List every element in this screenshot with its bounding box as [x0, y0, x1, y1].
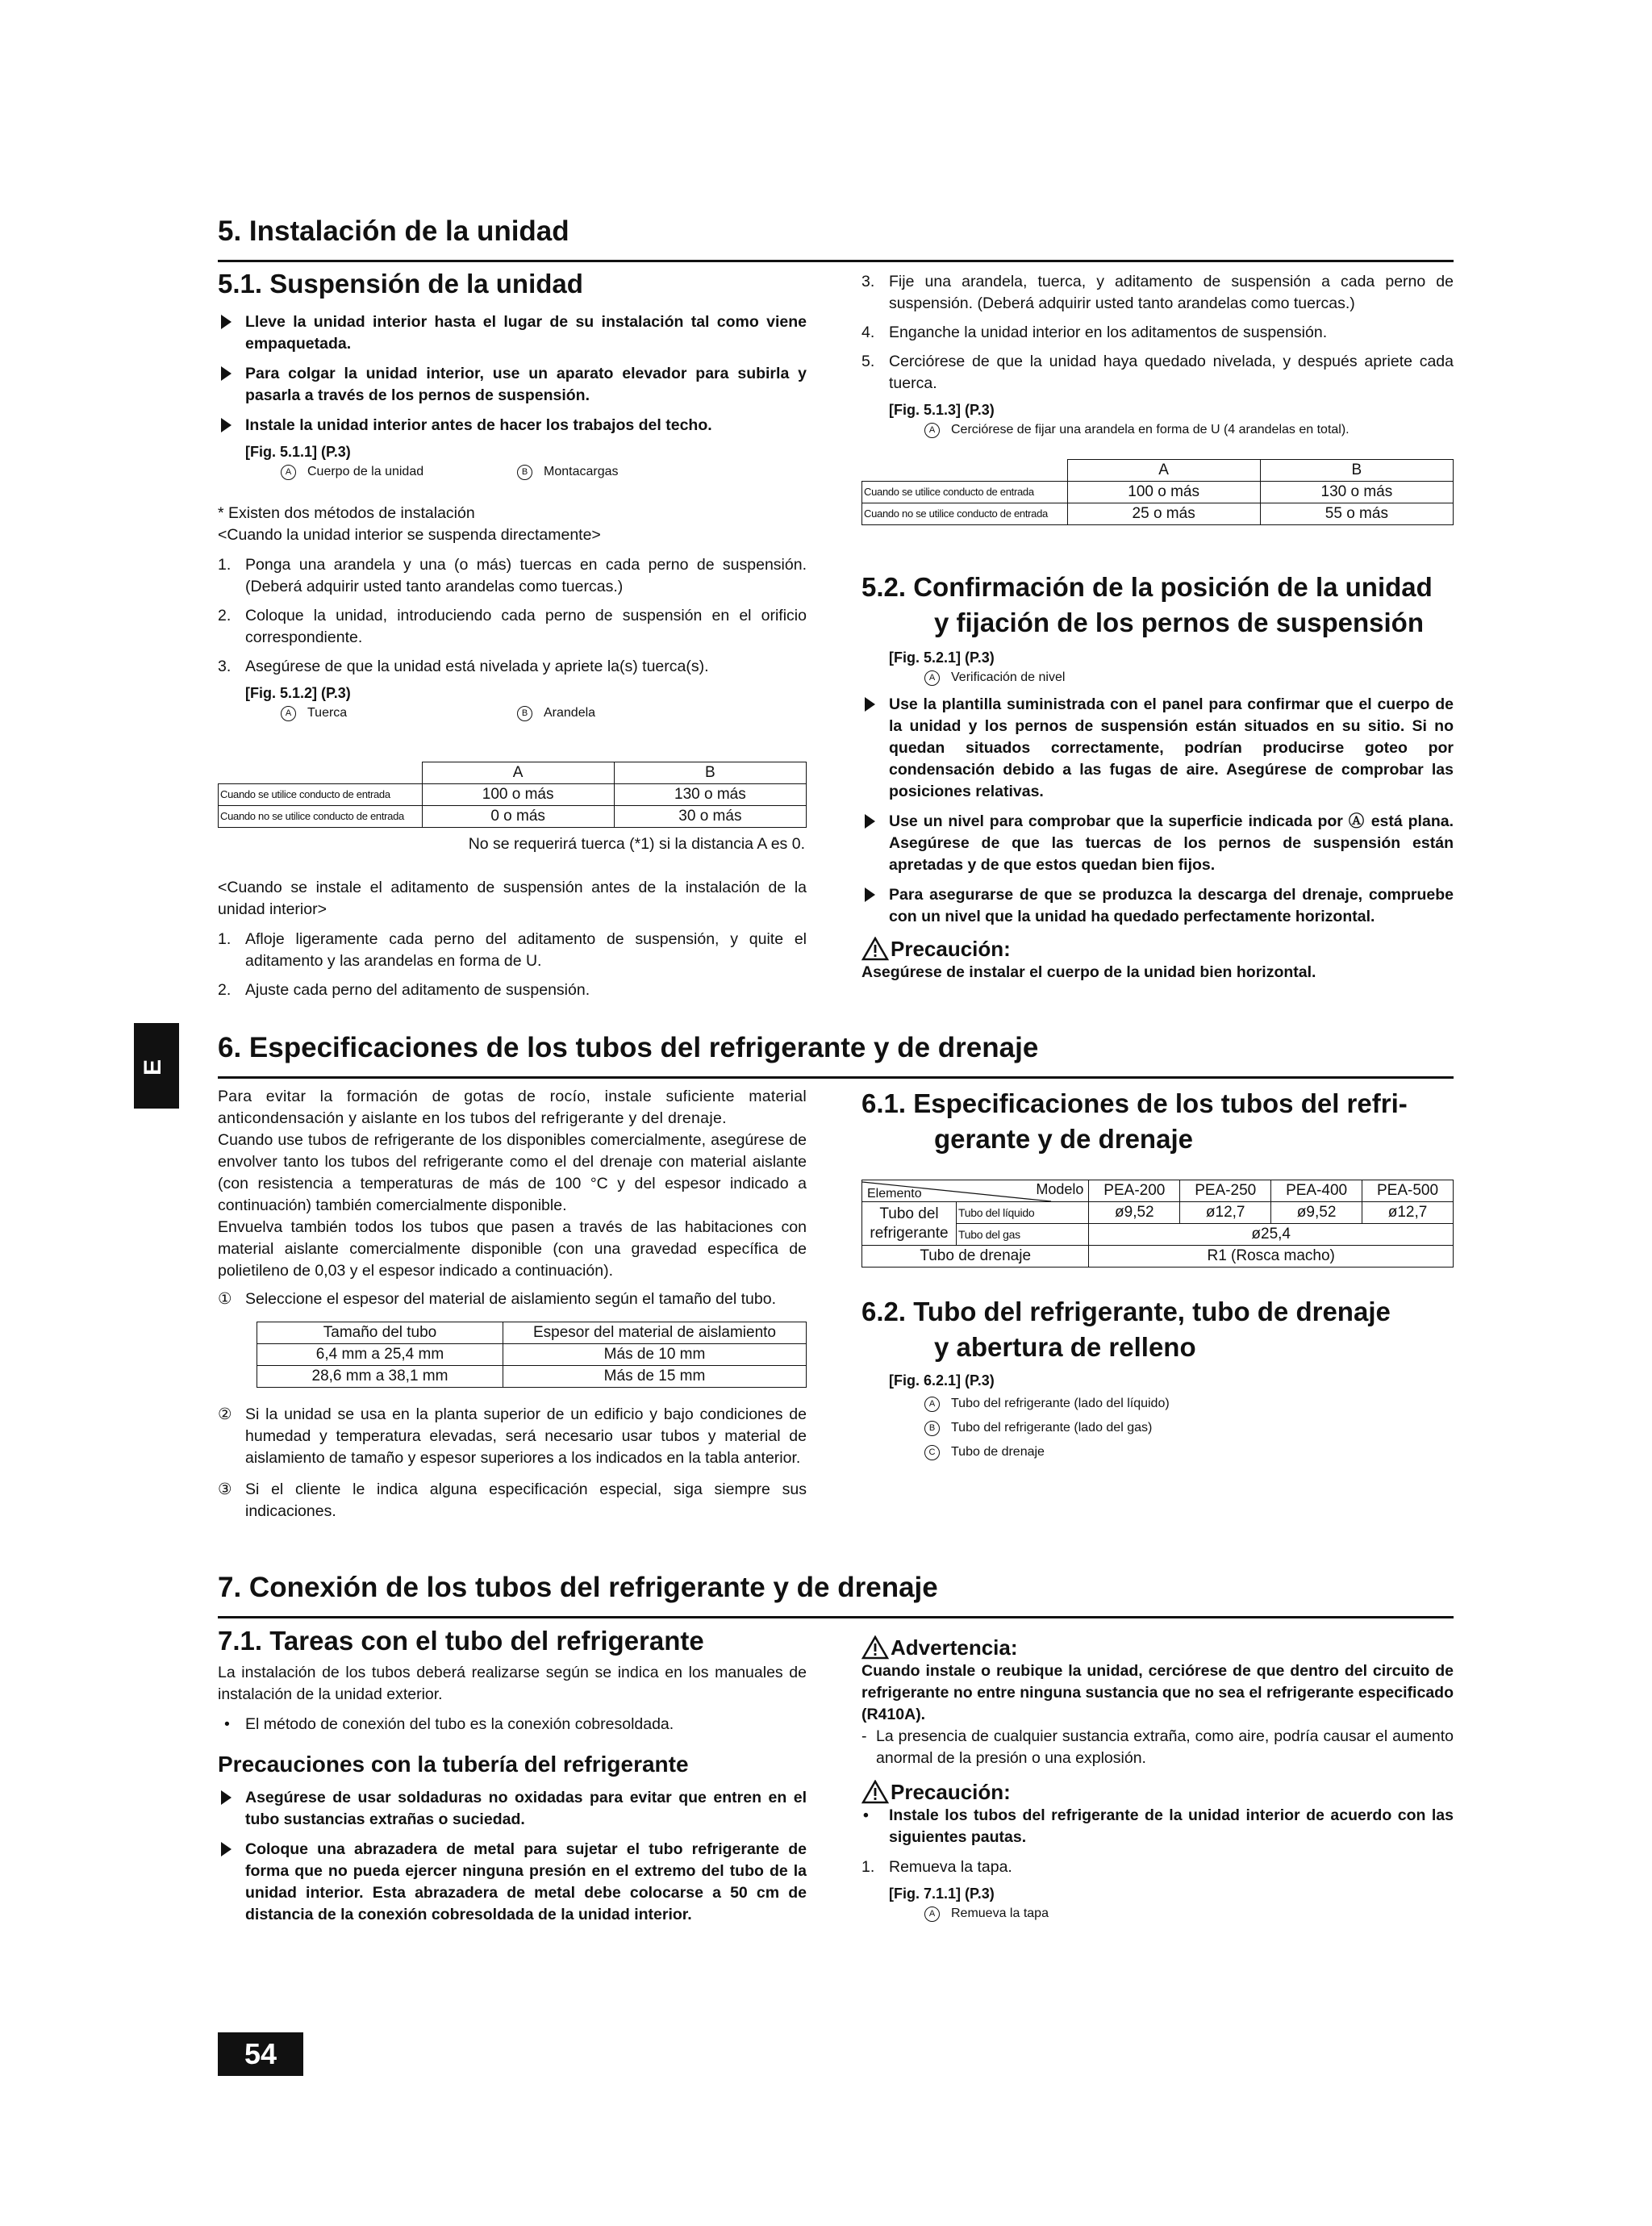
intro-paragraph: Para evitar la formación de gotas de rocío, instale suficiente material anticondensación y aislante en los tubos del refrigerante y del drenaje.	[218, 1088, 807, 1127]
caution-header: Precaución:	[861, 936, 1454, 962]
section-7-title: 7. Conexión de los tubos del refrigerante y de drenaje	[218, 1572, 938, 1603]
warning-triangle-icon	[861, 1635, 889, 1660]
dash-item: - La presencia de cualquier sustancia extraña, como aire, podría causar el aumento anormal de la presión o una explosión.	[861, 1727, 1454, 1767]
fig-legend: A Tuerca B Arandela	[218, 704, 807, 723]
section-5-left-column	[218, 266, 807, 723]
table-row: Cuando no se utilice conducto de entrada 0 o más 30 o más	[219, 806, 807, 828]
bullet-arrow-icon	[865, 697, 875, 712]
diag-header-cell: Modelo Elemento	[862, 1180, 1089, 1202]
section-6-rule	[218, 1076, 1454, 1079]
section-7-right-column	[861, 1635, 1454, 1923]
warning-text: Cuando instale o reubique la unidad, cerciórese de que dentro del circuito de refrigerante no entre ninguna sustancia que no sea el refrigerante especificado (R410A).	[861, 1662, 1454, 1723]
step-item: ② Si la unidad se usa en la planta superior de un edificio y bajo condiciones de humedad y temperatura elevadas, será necesario usar tubos y material de aislamiento de tamaño y espesor superiores a los indicados en la tabla anterior.	[218, 1405, 807, 1467]
bullet-arrow-icon	[221, 418, 232, 432]
table-5-1-3: A B Cuando se utilice conducto de entrada 100 o más 130 o más Cuando no se utilice conducto de entrada 25 o más 55 o más	[861, 459, 1454, 525]
section-6-2	[861, 1294, 1454, 1462]
bullet-arrow-icon	[221, 315, 232, 329]
caution-text: Asegúrese de instalar el cuerpo de la unidad bien horizontal.	[861, 963, 1316, 981]
fig-legend: A Cuerpo de la unidad B Montacargas	[218, 462, 807, 482]
step-item: ③ Si el cliente le indica alguna especificación especial, siga siempre sus indicaciones.	[218, 1481, 807, 1520]
circle-b-icon: B	[517, 465, 532, 480]
section-7-1-title: 7.1. Tareas con el tubo del refrigerante	[218, 1626, 704, 1656]
section-6-left-column	[218, 1086, 807, 1310]
warning-header: Advertencia:	[861, 1635, 1454, 1660]
circle-b-icon: B	[517, 706, 532, 721]
bullet-item: Use la plantilla suministrada con el panel para confirmar que el cuerpo de la unidad y los pernos de suspensión están situados en su sitio. Si no quedan situados correctamente, podrían producirse goteo por condensación debido a las fugas de aire. Asegúrese de comprobar las posiciones relativas.	[861, 694, 1454, 803]
table-row: Tubo del refrigerante Tubo del líquido ø9,52 ø12,7 ø9,52 ø12,7	[862, 1202, 1454, 1224]
bullet-arrow-icon	[221, 1790, 232, 1805]
section-5-2-title: 5.2. Confirmación de la posición de la unidad	[861, 572, 1433, 602]
step-item: 3. Fije una arandela, tuerca, y aditamento de suspensión a cada perno de suspensión. (Deberá adquirir usted tanto arandelas como tuercas.)	[861, 273, 1454, 312]
spec-table: Modelo Elemento PEA-200 PEA-250 PEA-400 PEA-500 Tubo del refrigerante Tubo del líquido ø9,52 ø12,7 ø9,52 ø12,7 Tubo del gas ø25,4 Tubo de drenaje R1 (Rosca macho)	[861, 1180, 1454, 1268]
intro-paragraph: Envuelva también todos los tubos que pasen a través de las habitaciones con material aislante comercialmente disponible (con una gravedad específica de polietileno de 0,03 y el espesor indicado a continuación).	[218, 1218, 807, 1280]
fig-legend: C Tubo de drenaje	[861, 1443, 1454, 1462]
step-item: 1. Afloje ligeramente cada perno del aditamento de suspensión, y quite el aditamento y las arandelas en forma de U.	[218, 930, 807, 970]
step-item: 5. Cerciórese de que la unidad haya quedado nivelada, y después apriete cada tuerca.	[861, 353, 1454, 392]
step-item: 1. Remueva la tapa.	[861, 1858, 1012, 1876]
step-item: ① Seleccione el espesor del material de aislamiento según el tamaño del tubo.	[218, 1290, 776, 1308]
bullet-arrow-icon	[865, 887, 875, 902]
fig-5-1-1-ref: [Fig. 5.1.1] (P.3)	[245, 444, 351, 460]
table-note: No se requerirá tuerca (*1) si la distancia A es 0.	[468, 835, 805, 853]
warning-triangle-icon	[861, 1780, 889, 1804]
section-6-steps	[218, 1404, 807, 1522]
fig-5-1-2-ref: [Fig. 5.1.2] (P.3)	[245, 685, 351, 701]
bullet-item: Asegúrese de usar soldaduras no oxidadas para evitar que entren en el tubo sustancias extrañas o suciedad.	[218, 1787, 807, 1831]
fig-7-1-1-ref: [Fig. 7.1.1] (P.3)	[889, 1886, 995, 1902]
dot-item: • El método de conexión del tubo es la conexión cobresoldada.	[224, 1715, 674, 1733]
fig-5-2-1-ref: [Fig. 5.2.1] (P.3)	[889, 649, 995, 666]
step-item: 2. Coloque la unidad, introduciendo cada perno de suspensión en el orificio correspondiente.	[218, 607, 807, 646]
section-7-rule	[218, 1616, 1454, 1618]
section-6-title: 6. Especificaciones de los tubos del refrigerante y de drenaje	[218, 1032, 1039, 1063]
circle-c-icon: C	[924, 1445, 940, 1460]
circle-a-icon: A	[924, 670, 940, 686]
circle-a-icon: A	[281, 465, 296, 480]
step-item: 3. Asegúrese de que la unidad está nivelada y apriete la(s) tuerca(s).	[218, 658, 709, 675]
section-5-2	[861, 570, 1454, 984]
circle-a-icon: A	[281, 706, 296, 721]
bullet-item: Para asegurarse de que se produzca la descarga del drenaje, compruebe con un nivel que la unidad ha quedado perfectamente horizontal.	[861, 884, 1454, 928]
section-5-title: 5. Instalación de la unidad	[218, 215, 569, 247]
intro-paragraph: Cuando use tubos de refrigerante de los disponibles comercialmente, asegúrese de envolver tanto los tubos del refrigerante como el del drenaje con material aislante (con resistencia a temperaturas de más de 100 °C y del espesor indicado a continuación) también comercialmente disponible.	[218, 1131, 807, 1214]
intro-paragraph: La instalación de los tubos deberá realizarse según se indica en los manuales de instalación de la unidad exterior.	[218, 1664, 807, 1703]
table-row: Tubo de drenaje R1 (Rosca macho)	[862, 1246, 1454, 1268]
page-number: 54	[218, 2032, 303, 2076]
step-item: 2. Ajuste cada perno del aditamento de suspensión.	[218, 981, 590, 999]
section-5-2-title-line2: y fijación de los pernos de suspensión	[934, 608, 1424, 637]
fig-legend: A Tubo del refrigerante (lado del líquido)	[861, 1394, 1454, 1414]
circle-a-icon: A	[924, 423, 940, 438]
bullet-item: Use un nivel para comprobar que la superficie indicada por Ⓐ está plana. Asegúrese de que las tuercas de los pernos de suspensión están apretadas y de que estos quedan bien fijos.	[861, 811, 1454, 876]
methods-note: * Existen dos métodos de instalación	[218, 504, 475, 522]
section-6-1-title: 6.1. Especificaciones de los tubos del refri-	[861, 1088, 1408, 1118]
accessory-block	[218, 877, 807, 1001]
fig-legend: A Cerciórese de fijar una arandela en forma de U (4 arandelas en total).	[861, 420, 1454, 440]
section-5-1-title: 5.1. Suspensión de la unidad	[218, 269, 583, 299]
caution-header: Precaución:	[861, 1779, 1454, 1805]
warning-triangle-icon	[861, 937, 889, 961]
fig-5-1-3-ref: [Fig. 5.1.3] (P.3)	[889, 402, 995, 418]
table-row: 28,6 mm a 38,1 mm Más de 15 mm	[257, 1366, 807, 1388]
bullet-item: Para colgar la unidad interior, use un aparato elevador para subirla y pasarla a través de los pernos de suspensión.	[218, 363, 807, 407]
bullet-item: Coloque una abrazadera de metal para sujetar el tubo refrigerante de forma que no pueda ejercer ninguna presión en el extremo del tubo de la unidad interior. Esta abrazadera de metal debe colocarse a 50 cm de distancia de la conexión cobresoldada de la unidad interior.	[218, 1839, 807, 1926]
accessory-heading: <Cuando se instale el aditamento de suspensión antes de la instalación de la unidad interior>	[218, 879, 807, 918]
section-5-rule	[218, 260, 1454, 262]
table-row: Cuando no se utilice conducto de entrada 25 o más 55 o más	[862, 503, 1454, 525]
bullet-item: Instale la unidad interior antes de hacer los trabajos del techo.	[218, 415, 807, 436]
section-6-1	[861, 1086, 1454, 1157]
section-6-2-title: 6.2. Tubo del refrigerante, tubo de drenaje	[861, 1297, 1391, 1326]
circle-a-icon: A	[924, 1397, 940, 1412]
table-row: 6,4 mm a 25,4 mm Más de 10 mm	[257, 1344, 807, 1366]
section-5-right-column	[861, 271, 1454, 440]
direct-heading: <Cuando la unidad interior se suspenda directamente>	[218, 526, 601, 544]
step-item: 4. Enganche la unidad interior en los aditamentos de suspensión.	[861, 324, 1328, 341]
table-row: Cuando se utilice conducto de entrada 100 o más 130 o más	[862, 482, 1454, 503]
caution-bullet: • Instale los tubos del refrigerante de la unidad interior de acuerdo con las siguientes pautas.	[863, 1806, 1454, 1846]
fig-6-2-1-ref: [Fig. 6.2.1] (P.3)	[889, 1372, 995, 1389]
insulation-table: Tamaño del tubo Espesor del material de aislamiento 6,4 mm a 25,4 mm Más de 10 mm 28,6 mm a 38,1 mm Más de 15 mm	[257, 1322, 807, 1388]
precautions-title: Precauciones con la tubería del refrigerante	[218, 1752, 689, 1777]
section-7-left-column	[218, 1623, 807, 1926]
section-6-1-title-line2: gerante y de drenaje	[934, 1124, 1193, 1154]
fig-legend: B Tubo del refrigerante (lado del gas)	[861, 1418, 1454, 1438]
bullet-arrow-icon	[221, 1842, 232, 1856]
bullet-arrow-icon	[221, 366, 232, 381]
fig-legend: A Remueva la tapa	[861, 1904, 1454, 1923]
circle-a-icon: A	[924, 1907, 940, 1922]
table-5-1-2: A B Cuando se utilice conducto de entrada 100 o más 130 o más Cuando no se utilice conducto de entrada 0 o más 30 o más	[218, 762, 807, 828]
section-6-2-title-line2: y abertura de relleno	[934, 1332, 1196, 1362]
table-row: Cuando se utilice conducto de entrada 100 o más 130 o más	[219, 784, 807, 806]
table-row: Tubo del gas ø25,4	[862, 1224, 1454, 1246]
circle-b-icon: B	[924, 1421, 940, 1436]
step-item: 1. Ponga una arandela y una (o más) tuercas en cada perno de suspensión. (Deberá adquirir usted tanto arandelas como tuercas.)	[218, 556, 807, 595]
bullet-item: Lleve la unidad interior hasta el lugar de su instalación tal como viene empaquetada.	[218, 311, 807, 355]
language-tab: E	[134, 1023, 179, 1109]
bullet-arrow-icon	[865, 814, 875, 829]
fig-legend: A Verificación de nivel	[861, 668, 1454, 687]
